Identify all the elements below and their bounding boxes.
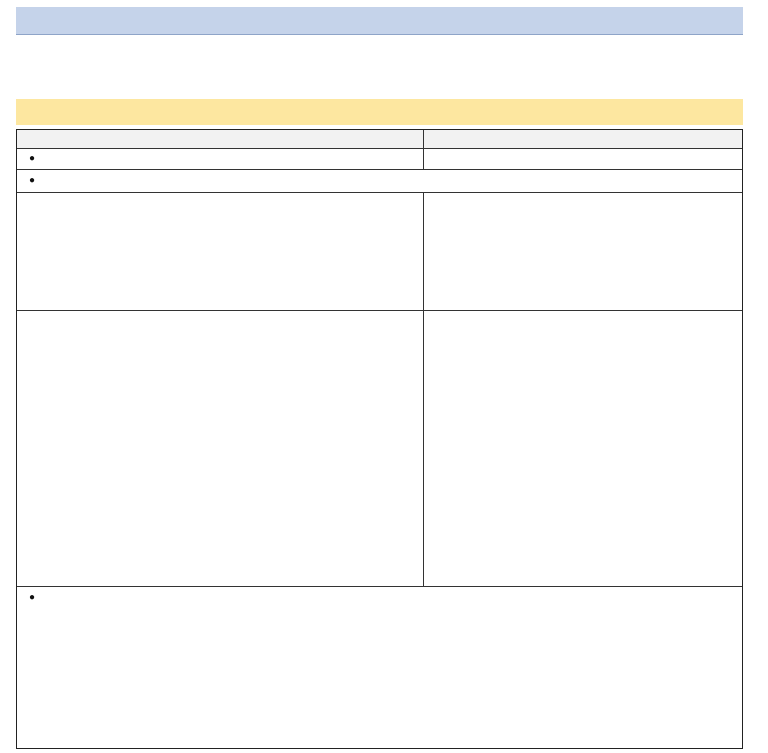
- row-indiretto: [17, 310, 742, 587]
- bullet-icon: ●: [29, 592, 36, 603]
- col-header-type: [17, 131, 21, 147]
- scheda-title-bar: [16, 7, 743, 35]
- row-accumulo: [17, 169, 742, 193]
- bullet-icon: ●: [29, 153, 36, 164]
- page-top-fragment: [0, 0, 768, 4]
- bullet-icon: ●: [29, 175, 36, 186]
- section-title-bar: [16, 99, 743, 125]
- row-diretto: [17, 192, 742, 311]
- investment-lines-costs: [426, 311, 738, 587]
- costs-table: [16, 129, 743, 749]
- row-adesione: [17, 148, 742, 170]
- table-header-row: [17, 130, 742, 148]
- row-prerogative: [17, 586, 742, 609]
